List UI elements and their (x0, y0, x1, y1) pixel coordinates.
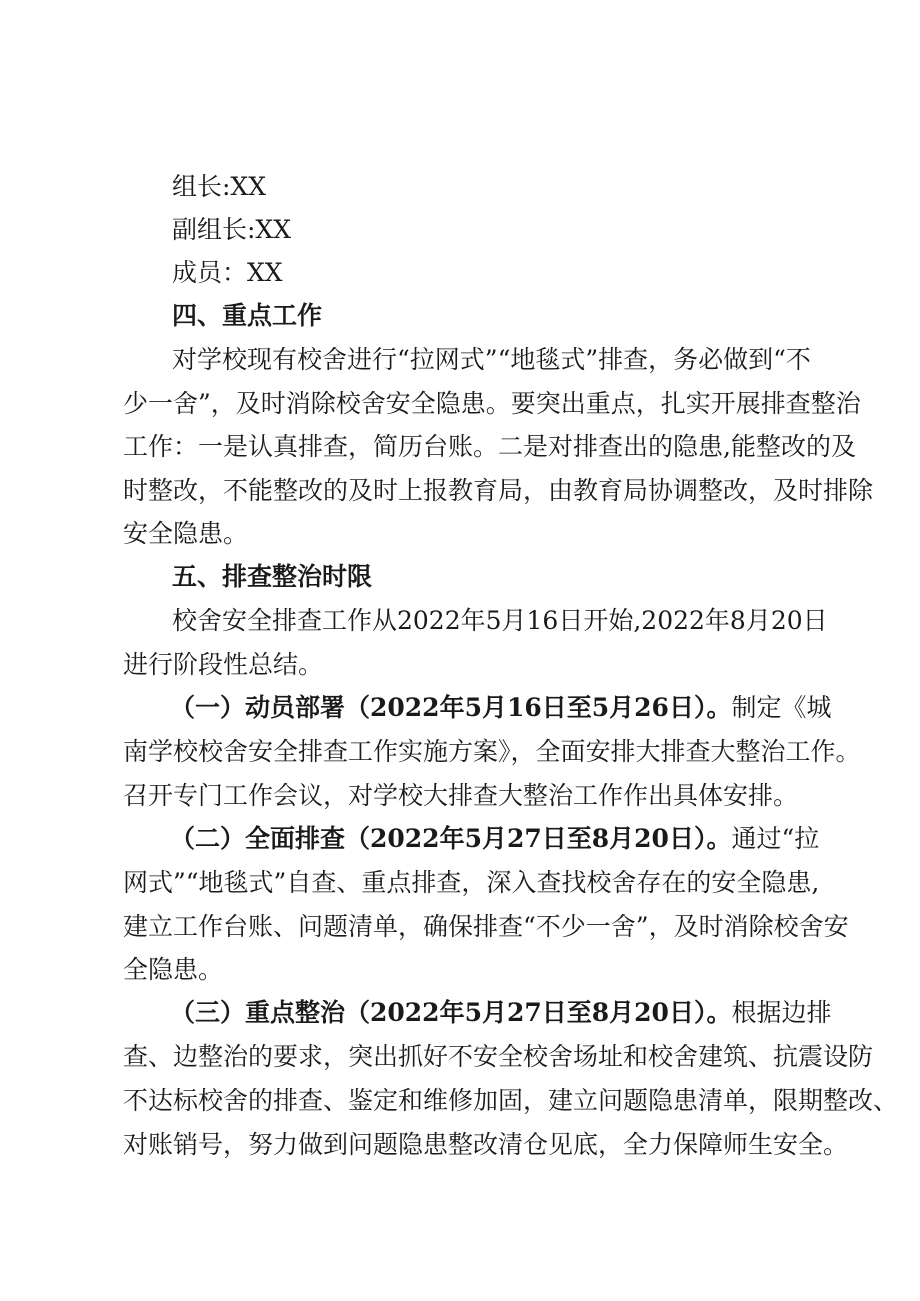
phase2-line: 建立工作台账、问题清单，确保排查“不少一舍”，及时消除校舍安 (123, 912, 849, 941)
phase1-line: 南学校校舍安全排查工作实施方案》，全面安排大排查大整治工作。 (123, 737, 861, 766)
section-heading-key-work: 四、重点工作 (172, 301, 323, 330)
roster-deputy: 副组长:XX (172, 215, 292, 244)
section4-line: 对学校现有校舍进行“拉网式”“地毯式”排查，务必做到“不 (172, 345, 811, 374)
section-heading-timeline: 五、排查整治时限 (172, 562, 373, 591)
phase2-line: 全隐患。 (123, 955, 224, 984)
phase3-first-rest: 根据边排 (731, 998, 832, 1027)
phase3-first-line (0, 998, 920, 1028)
section5-line: 校舍安全排查工作从2022年5月16日开始,2022年8月20日 (172, 606, 828, 635)
roster-leader: 组长:XX (172, 172, 267, 201)
phase3-line: 对账销号，努力做到问题隐患整改清仓见底，全力保障师生安全。 (123, 1130, 849, 1159)
phase2-first-rest: 通过“拉 (731, 824, 820, 853)
section4-line: 少一舍”，及时消除校舍安全隐患。要突出重点，扎实开展排查整治 (123, 389, 861, 418)
section4-line: 时整改，不能整改的及时上报教育局，由教育局协调整改，及时排除 (123, 476, 874, 505)
section4-line: 工作：一是认真排查，简历台账。二是对排查出的隐患,能整改的及 (123, 432, 856, 461)
phase1-title: （一）动员部署（2022年5月16日至5月26日）。 (170, 693, 732, 722)
phase3-line: 不达标校舍的排查、鉴定和维修加固，建立问题隐患清单，限期整改、 (123, 1086, 899, 1115)
phase1-first-rest: 制定《城 (731, 693, 832, 722)
section5-line: 进行阶段性总结。 (123, 650, 324, 679)
phase2-line: 网式”“地毯式”自查、重点排查，深入查找校舍存在的安全隐患, (123, 868, 820, 897)
phase1-first-line (0, 693, 920, 723)
phase3-line: 查、边整治的要求，突出抓好不安全校舍场址和校舍建筑、抗震设防 (123, 1042, 874, 1071)
phase2-title: （二）全面排查（2022年5月27日至8月20日）。 (170, 824, 732, 853)
section4-line: 安全隐患。 (123, 519, 249, 548)
phase1-line: 召开专门工作会议，对学校大排查大整治工作作出具体安排。 (123, 781, 799, 810)
roster-members: 成员：XX (172, 258, 283, 287)
phase3-title: （三）重点整治（2022年5月27日至8月20日）。 (170, 998, 732, 1027)
phase2-first-line (0, 824, 920, 854)
